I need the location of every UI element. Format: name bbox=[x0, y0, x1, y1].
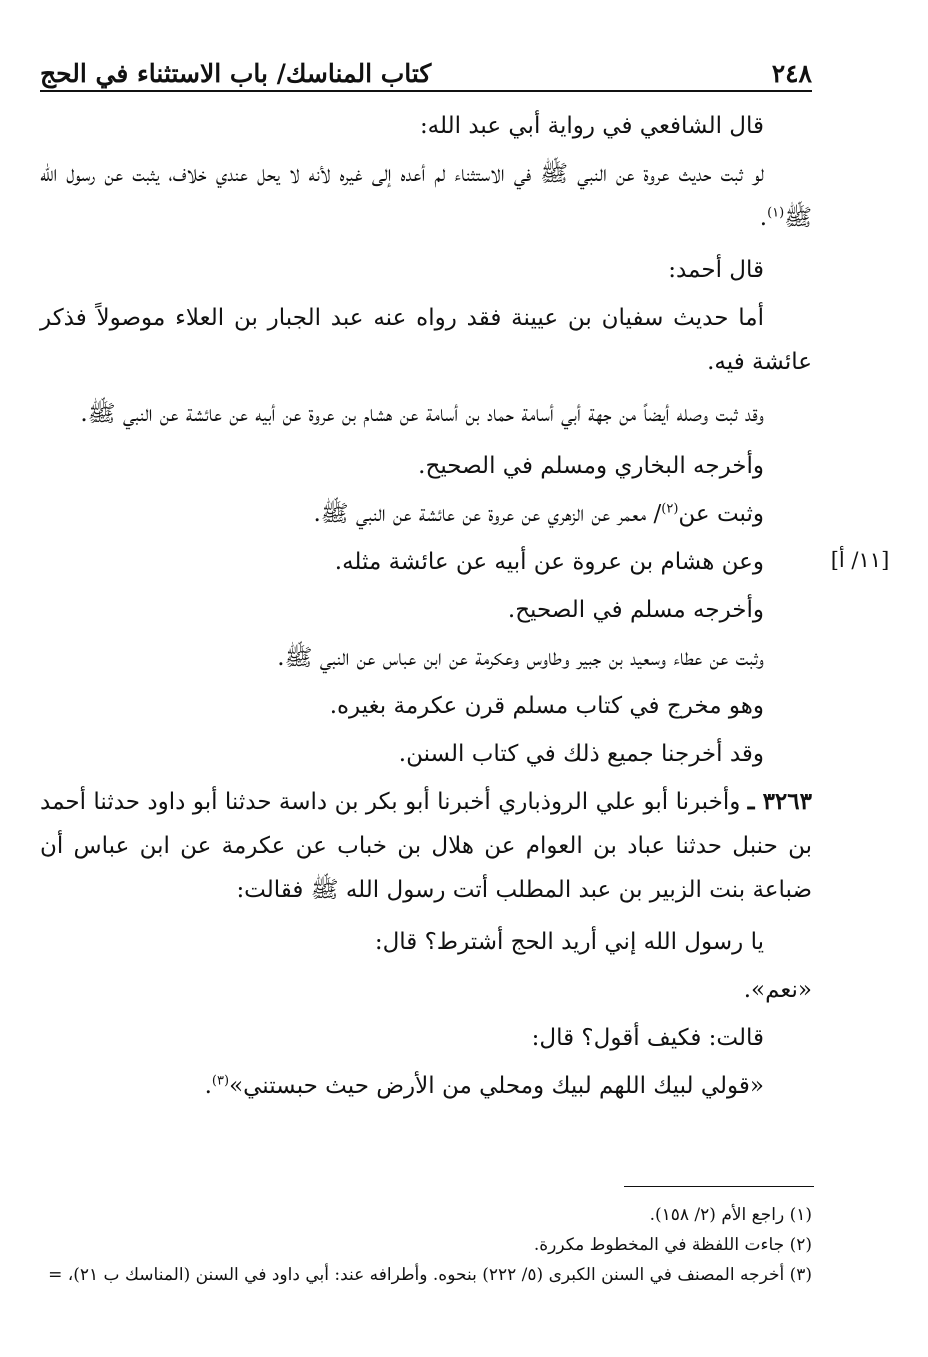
header-rule bbox=[40, 90, 812, 92]
running-title: كتاب المناسك/ باب الاستثناء في الحج bbox=[40, 59, 432, 88]
footnote: (٣) أخرجه المصنف في السنن الكبرى (٥/ ٢٢٢) بنحوه. وأطرافه عند: أبي داود في السنن (المناسك ب ٢١)، = bbox=[48, 1265, 812, 1285]
paragraph: وقد ثبت وصله أيضاً من جهة أبي أسامة حماد بن أسامة عن هشام بن عروة عن أبيه عن عائشة عن النبي ﷺ. bbox=[80, 401, 764, 427]
paragraph bbox=[40, 1064, 812, 1108]
paragraph: قال الشافعي في رواية أبي عبد الله: bbox=[419, 113, 764, 139]
hadith-number: ٣٢٦٣ ـ bbox=[747, 788, 812, 815]
paragraph: «نعم». bbox=[743, 977, 812, 1003]
paragraph: وعن هشام بن عروة عن أبيه عن عائشة مثله. bbox=[334, 549, 764, 575]
footnote-ref: (١) bbox=[767, 205, 785, 221]
page-number: ٢٤٨ bbox=[771, 59, 812, 88]
main-text bbox=[40, 104, 812, 1112]
page-header bbox=[40, 48, 812, 88]
footnote-ref: (٣) bbox=[211, 1073, 230, 1089]
paragraph: قال أحمد: bbox=[668, 257, 764, 283]
footnote: (٢) جاءت اللفظة في المخطوط مكررة. bbox=[533, 1235, 812, 1255]
paragraph bbox=[40, 152, 812, 240]
footnote: (١) راجع الأم (٢/ ١٥٨). bbox=[649, 1205, 812, 1225]
paragraph-text: وثبت عن bbox=[678, 501, 764, 527]
paragraph: وهو مخرج في كتاب مسلم قرن عكرمة بغيره. bbox=[329, 693, 764, 719]
paragraph: وأخرجه مسلم في الصحيح. bbox=[507, 597, 764, 623]
footnotes bbox=[40, 1200, 812, 1290]
footnote-rule bbox=[624, 1186, 814, 1187]
paragraph bbox=[40, 780, 812, 912]
paragraph: أما حديث سفيان بن عيينة فقد رواه عنه عبد الجبار بن العلاء موصولاً فذكر عائشة فيه. bbox=[40, 305, 812, 375]
paragraph: قالت: فكيف أقول؟ قال: bbox=[531, 1025, 764, 1051]
paragraph: وقد أخرجنا جميع ذلك في كتاب السنن. bbox=[398, 741, 764, 767]
paragraph-text: «قولي لبيك اللهم لبيك ومحلي من الأرض حيث حبستني» bbox=[229, 1073, 764, 1099]
paragraph: يا رسول الله إني أريد الحج أشترط؟ قال: bbox=[374, 929, 764, 955]
paragraph-text: وأخبرنا أبو علي الروذباري أخبرنا أبو بكر بن داسة حدثنا أبو داود حدثنا أحمد بن حنبل حدثنا عباد بن العوام عن هلال بن خباب عن عكرمة عن ابن عباس أن ضباعة بنت الزبير بن عبد المطلب أتت رسول الله ﷺ فقالت: bbox=[40, 789, 812, 903]
paragraph-end: . bbox=[204, 1073, 212, 1099]
footnote-ref: (٢) bbox=[661, 501, 679, 517]
margin-folio-note: [١١/ أ] bbox=[830, 548, 890, 572]
paragraph-text: لو ثبت حديث عروة عن النبي ﷺ في الاستثناء لم أعده إلى غيره لأنه لا يحل عندي خلاف، يثبت عن رسول الله ﷺ bbox=[40, 161, 812, 231]
paragraph: وثبت عن عطاء وسعيد بن جبير وطاوس وعكرمة عن ابن عباس عن النبي ﷺ. bbox=[277, 645, 764, 671]
paragraph bbox=[40, 492, 812, 536]
paragraph: وأخرجه البخاري ومسلم في الصحيح. bbox=[418, 453, 764, 479]
paragraph-text: / معمر عن الزهري عن عروة عن عائشة عن النبي ﷺ. bbox=[313, 501, 662, 527]
paragraph-end: . bbox=[759, 205, 768, 231]
